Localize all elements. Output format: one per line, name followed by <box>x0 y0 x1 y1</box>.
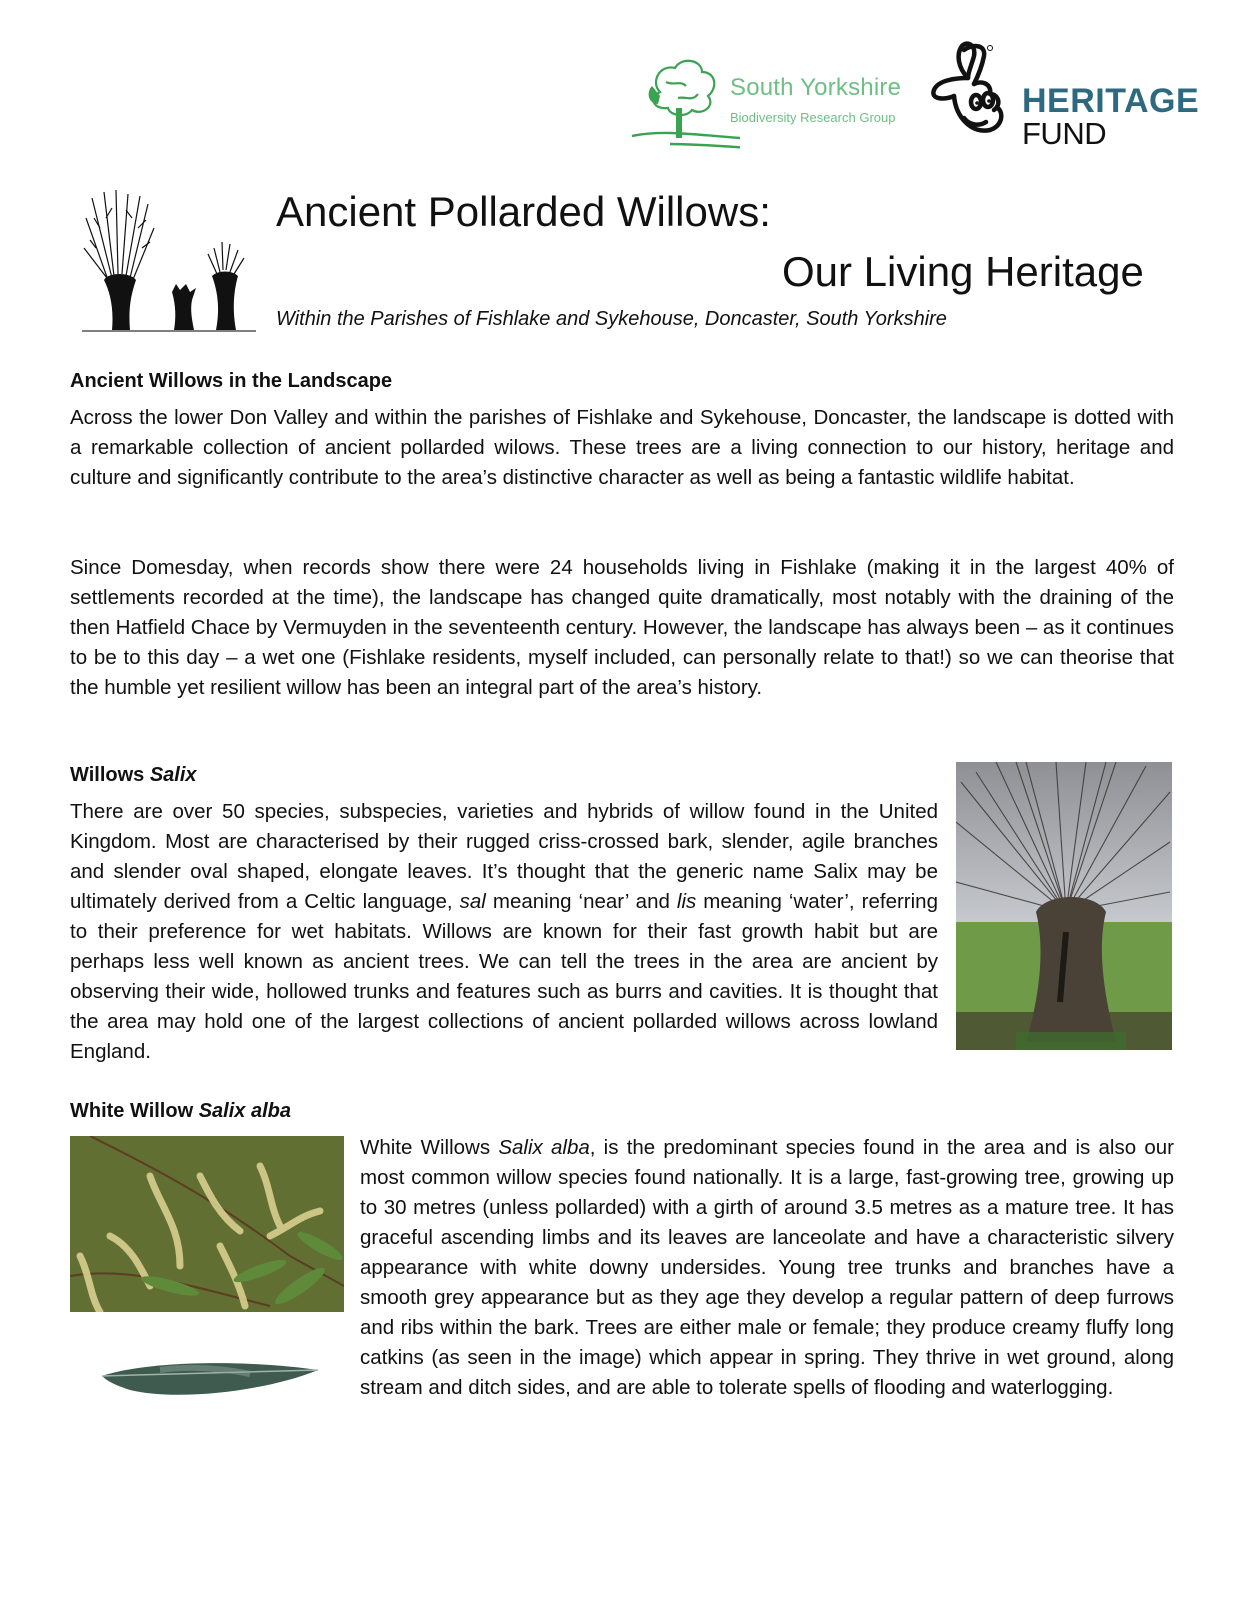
page-subtitle: Within the Parishes of Fishlake and Sykehouse, Doncaster, South Yorkshire <box>276 308 947 330</box>
text: meaning ‘near’ and <box>485 890 677 913</box>
text: There are over 50 species, subspecies, varieties and hybrids of willow found in the United Kingdom. Most are characterised by their rugged criss-crossed bark, slender, agile branches and slender oval shaped, elongate leaves. It’s thought that the generic name Salix may be ultimately derived from a Celtic language, <box>70 800 938 913</box>
page-title-line2: Our Living Heritage <box>782 248 1144 295</box>
sybrg-logo <box>630 52 920 162</box>
heritage-text: HERITAGE <box>1022 82 1200 120</box>
italic-term: Salix alba <box>498 1136 590 1159</box>
section-heading-salix <box>70 764 197 787</box>
sybrg-subtitle: Biodiversity Research Group <box>730 110 896 125</box>
text: meaning ‘water’, referring to their preference for wet habitats. Willows are known for their fast growth habit but are perhaps less well known as ancient trees. We can tell the trees in the area are ancient by observing their wide, hollowed trunks and features such as burrs and cavities. It is thought that the area may hold one of the largest collections of ancient pollarded willows across lowland England. <box>70 890 938 1063</box>
section-heading-landscape: Ancient Willows in the Landscape <box>70 370 393 392</box>
tree-logo-icon <box>630 52 740 162</box>
italic-term: lis <box>676 890 697 913</box>
willow-leaf-photo <box>100 1360 320 1400</box>
paragraph-landscape-1: Across the lower Don Valley and within the parishes of Fishlake and Sykehouse, Doncaster, the landscape is dotted with a remarkable collection of ancient pollarded wilows. These trees are a living connection to our history, heritage and culture and significantly contribute to the area’s distinctive character as well as being a fantastic wildlife habitat. <box>70 406 1174 489</box>
heading-latin-name: Salix alba <box>198 1100 291 1122</box>
pollarded-trees-illustration <box>82 188 256 336</box>
crossed-fingers-icon <box>928 38 1018 146</box>
sybrg-name: South Yorkshire <box>730 74 902 101</box>
heading-text: White Willow <box>70 1100 199 1122</box>
italic-term: sal <box>459 890 486 913</box>
heritage-fund-logo <box>928 38 1218 151</box>
paragraph-landscape-2: Since Domesday, when records show there were 24 households living in Fishlake (making it in the largest 40% of settlements recorded at the time), the landscape has changed quite dramatically, most notably with the draining of the then Hatfield Chace by Vermuyden in the seventeenth century. However, the landscape has always been – as it continues to be to this day – a wet one (Fishlake residents, myself included, can personally relate to that!) so we can theorise that the humble yet resilient willow has been an integral part of the area’s history. <box>70 556 1174 699</box>
catkins-photo <box>70 1136 344 1312</box>
heading-text: Willows <box>70 764 150 786</box>
paragraph-alba <box>360 1133 1174 1403</box>
heading-latin-name: Salix <box>149 764 197 786</box>
page-title-line1: Ancient Pollarded Willows: <box>276 188 771 235</box>
text: , is the predominant species found in the area and is also our most common willow species found nationally. It is a large, fast-growing tree, growing up to 30 metres (unless pollarded) with a girth of around 3.5 metres as a mature tree. It has graceful ascending limbs and its leaves are lanceolate and have a characteristic silvery appearance with white downy undersides. Young tree trunks and branches have a smooth grey appearance but as they age they develop a regular pattern of deep furrows and ribs within the bark. Trees are either male or female; they produce creamy fluffy long catkins (as seen in the image) which appear in spring. They thrive in wet ground, along stream and ditch sides, and are able to tolerate spells of flooding and waterlogging. <box>360 1136 1174 1399</box>
text: White Willows <box>360 1136 499 1159</box>
fund-text: FUND <box>1022 116 1107 151</box>
pollarded-willow-photo <box>956 762 1172 1050</box>
paragraph-salix <box>70 797 938 1067</box>
section-heading-alba <box>70 1100 291 1123</box>
